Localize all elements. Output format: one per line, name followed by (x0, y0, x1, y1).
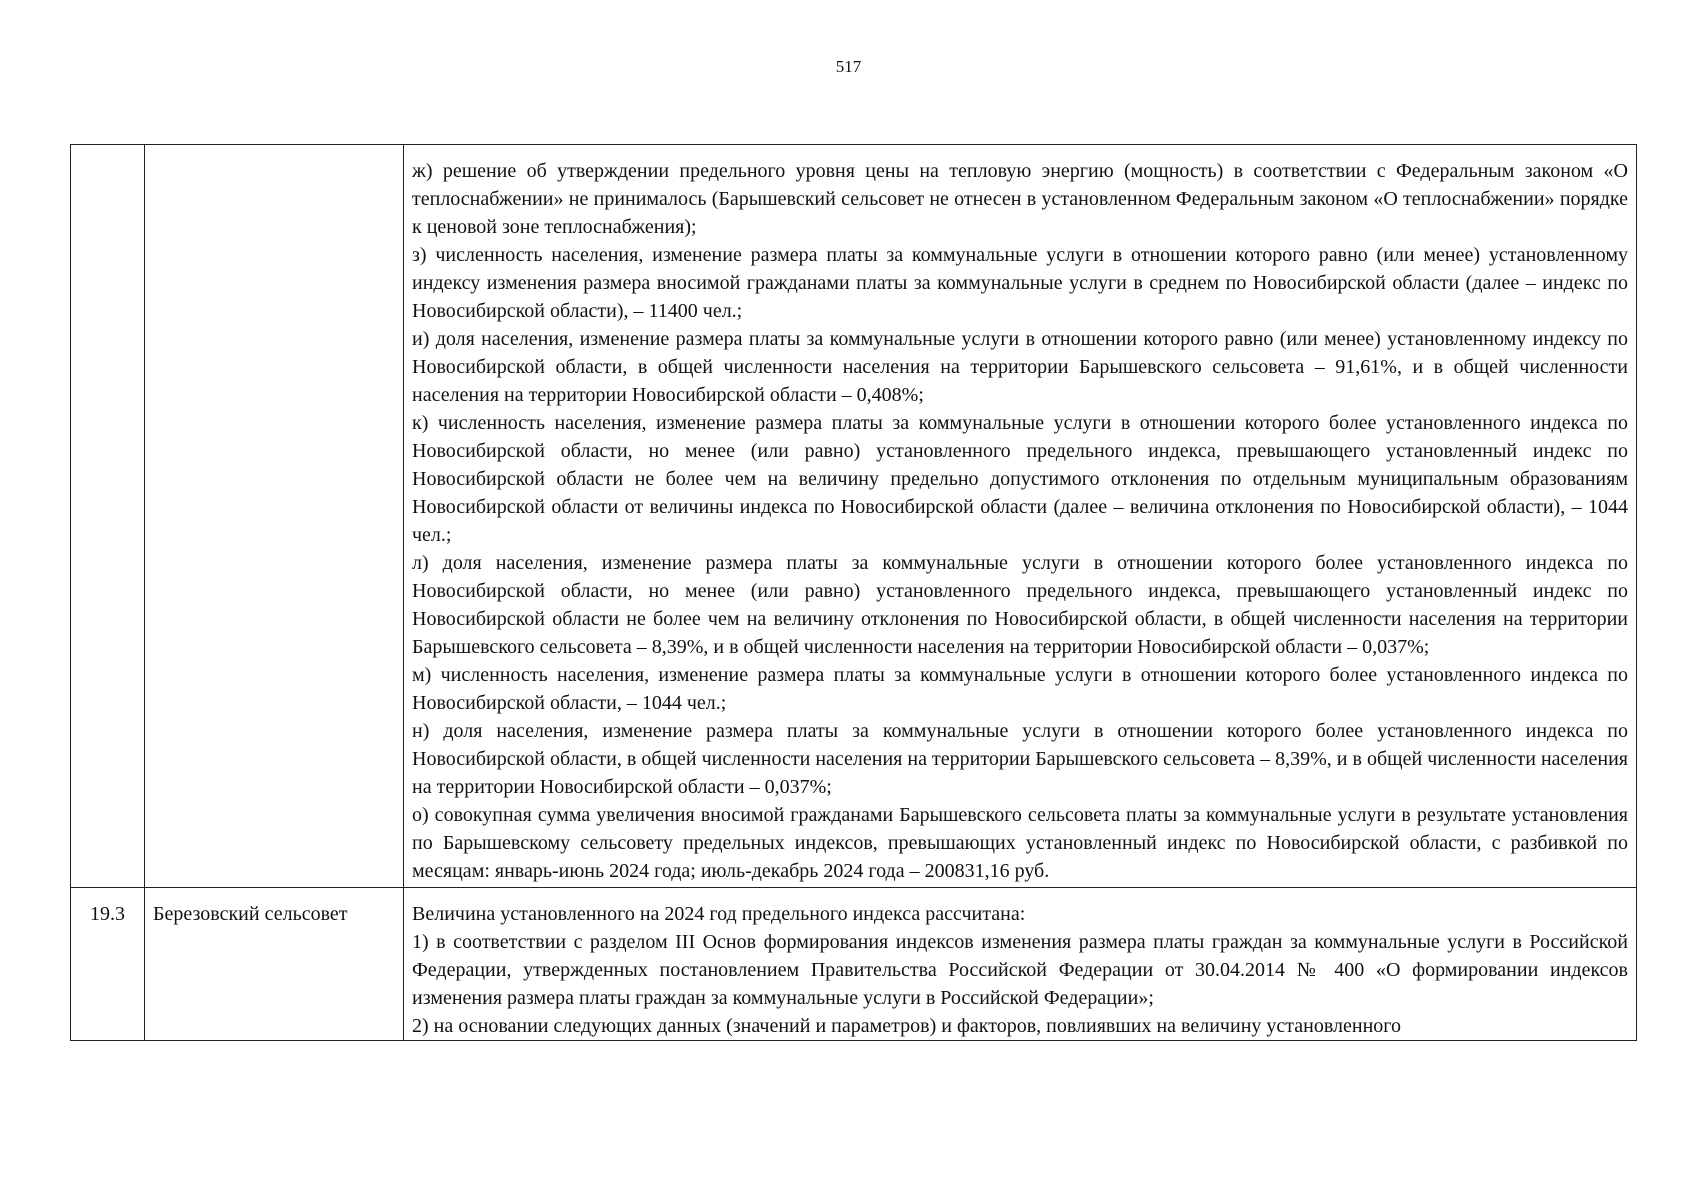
row-text-cell (404, 145, 1637, 888)
paragraph-n: н) доля населения, изменение размера платы за коммунальные услуги в отношении которого более установленного индекса по Новосибирской области, в общей численности населения на территории Барышевского сельсовета – 8,39%, и в общей численности населения на территории Новосибирской области – 0,037%; (412, 720, 1628, 798)
table-row (71, 888, 1637, 1041)
paragraph-2: 2) на основании следующих данных (значений и параметров) и факторов, повлиявших на величину установленного (412, 1015, 1401, 1037)
paragraph-k: к) численность населения, изменение размера платы за коммунальные услуги в отношении которого более установленного индекса по Новосибирской области, но менее (или равно) установленного предельного индекса, превышающего установленный индекс по Новосибирской области не более чем на величину предельно допустимого отклонения по отдельным муниципальным образованиям Новосибирской области от величины индекса по Новосибирской области (далее – величина отклонения по Новосибирской области), – 1044 чел.; (412, 412, 1628, 546)
paragraph-l: л) доля населения, изменение размера платы за коммунальные услуги в отношении которого более установленного индекса по Новосибирской области, но менее (или равно) установленного предельного индекса, превышающего установленный индекс по Новосибирской области не более чем на величину отклонения по Новосибирской области, в общей численности населения на территории Барышевского сельсовета – 8,39%, и в общей численности населения на территории Новосибирской области – 0,037%; (412, 552, 1628, 658)
row-name-cell: Березовский сельсовет (145, 888, 404, 1041)
paragraph-i: и) доля населения, изменение размера платы за коммунальные услуги в отношении которого равно (или менее) установленному индексу по Новосибирской области, в общей численности населения на территории Барышевского сельсовета – 91,61%, и в общей численности населения на территории Новосибирской области – 0,408%; (412, 328, 1628, 406)
paragraph-o: о) совокупная сумма увеличения вносимой гражданами Барышевского сельсовета платы за коммунальные услуги в результате установления по Барышевскому сельсовету предельных индексов, превышающих установленный индекс по Новосибирской области, с разбивкой по месяцам: январь-июнь 2024 года; июль-декабрь 2024 года – 200831,16 руб. (412, 804, 1628, 882)
row-text-cell (404, 888, 1637, 1041)
indices-table (70, 144, 1637, 1041)
table-row (71, 145, 1637, 888)
paragraph-z: з) численность населения, изменение размера платы за коммунальные услуги в отношении которого равно (или менее) установленному индексу изменения размера вносимой гражданами платы за коммунальные услуги в среднем по Новосибирской области (далее – индекс по Новосибирской области), – 11400 чел.; (412, 244, 1628, 322)
paragraph-m: м) численность населения, изменение размера платы за коммунальные услуги в отношении которого более установленного индекса по Новосибирской области, – 1044 чел.; (412, 664, 1628, 714)
paragraph-1: 1) в соответствии с разделом III Основ формирования индексов изменения размера платы граждан за коммунальные услуги в Российской Федерации, утвержденных постановлением Правительства Российской Федерации от 30.04.2014 № 400 «О формировании индексов изменения размера платы граждан за коммунальные услуги в Российской Федерации»; (412, 931, 1628, 1009)
row-name-cell (145, 145, 404, 888)
row-number-cell: 19.3 (71, 888, 145, 1041)
row-number-cell (71, 145, 145, 888)
paragraph-intro: Величина установленного на 2024 год предельного индекса рассчитана: (412, 903, 1026, 925)
page-number: 517 (835, 57, 862, 76)
paragraph-zh: ж) решение об утверждении предельного уровня цены на тепловую энергию (мощность) в соответствии с Федеральным законом «О теплоснабжении» не принималось (Барышевский сельсовет не отнесен в установленном Федеральным законом «О теплоснабжении» порядке к ценовой зоне теплоснабжения); (412, 160, 1628, 238)
